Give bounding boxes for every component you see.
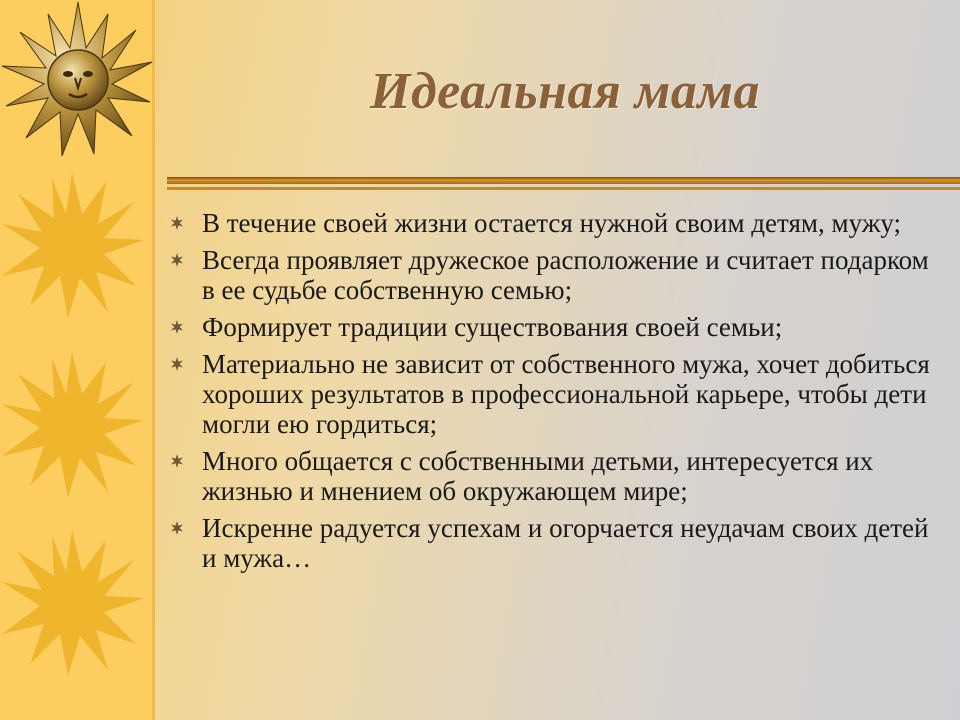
- sun-face-icon: [0, 0, 160, 165]
- bullet-item: [168, 446, 948, 506]
- title-divider: [167, 172, 960, 194]
- bullet-item: [168, 513, 948, 573]
- six-point-star-icon: [170, 357, 184, 371]
- bullet-item: [168, 349, 948, 439]
- divider-thick-line: [167, 177, 960, 184]
- six-point-star-icon: [170, 216, 184, 230]
- sun-icon: [0, 350, 150, 500]
- six-point-star-icon: [170, 320, 184, 334]
- bullet-text: Материально не зависит от собственного мужа, хочет добиться хороших результатов в профессиональной карьере, чтобы дети могли ею гордиться;: [202, 349, 930, 439]
- slide-title: Идеальная мама: [370, 63, 760, 120]
- bullet-list: [168, 208, 948, 580]
- bullet-item: [168, 312, 948, 342]
- bullet-item: [168, 208, 948, 238]
- bullet-text: Всегда проявляет дружеское расположение и считает подарком в ее судьбе собственную семью;: [202, 245, 929, 305]
- six-point-star-icon: [170, 454, 184, 468]
- six-point-star-icon: [170, 253, 184, 267]
- sun-icon: [0, 170, 150, 320]
- divider-thin-line: [167, 187, 960, 190]
- bullet-item: [168, 245, 948, 305]
- sun-icon: [0, 528, 150, 678]
- bullet-text: Формирует традиции существования своей семьи;: [202, 312, 783, 342]
- bullet-text: Много общается с собственными детьми, интересуется их жизнью и мнением об окружающем мире;: [202, 446, 874, 506]
- bullet-text: В течение своей жизни остается нужной своим детям, мужу;: [202, 208, 902, 238]
- bullet-text: Искренне радуется успехам и огорчается неудачам своих детей и мужа…: [202, 513, 929, 573]
- six-point-star-icon: [170, 521, 184, 535]
